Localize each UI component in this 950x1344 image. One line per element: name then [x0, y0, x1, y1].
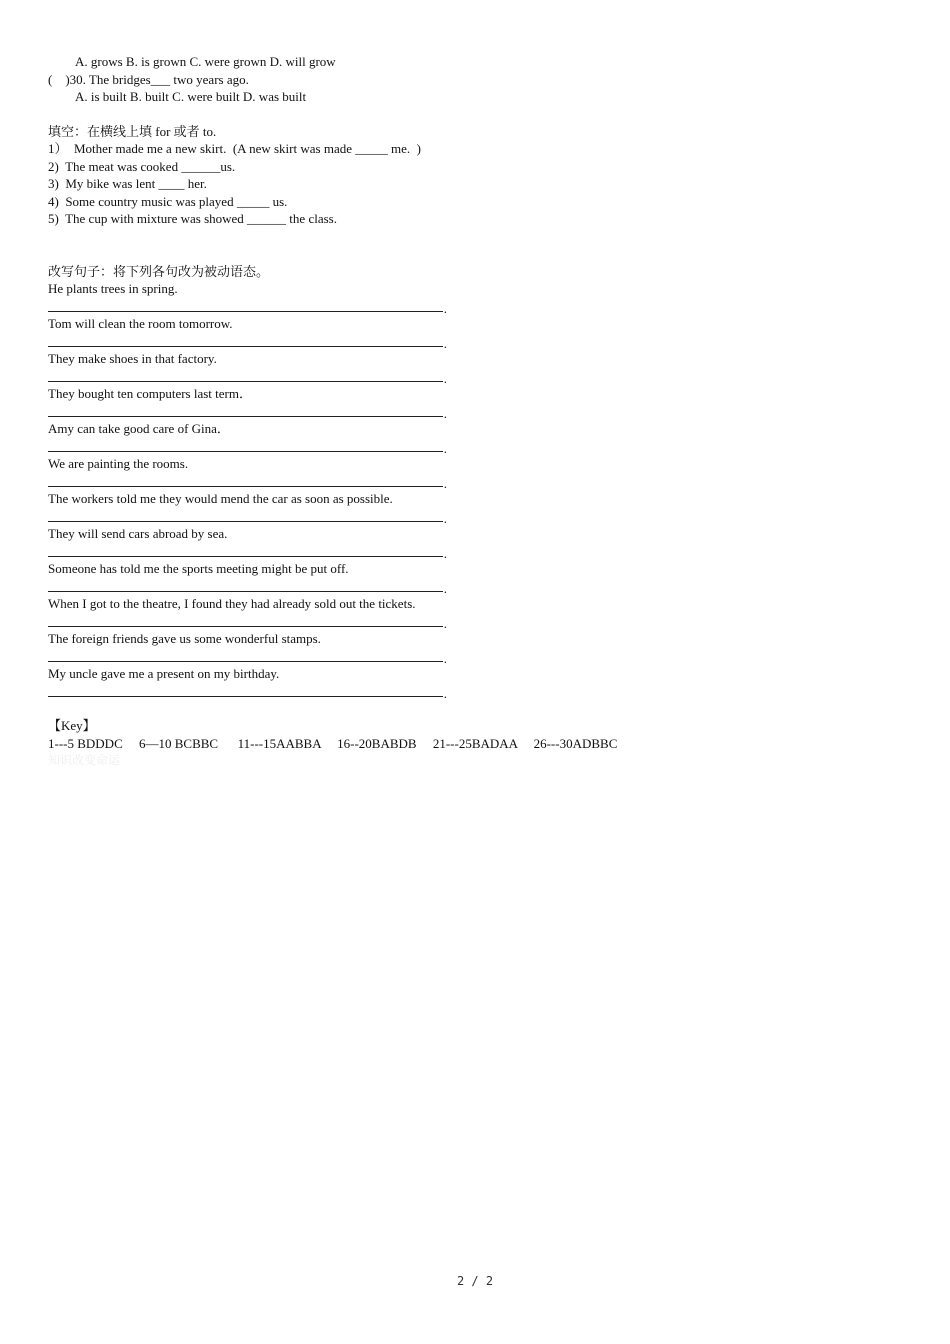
rewrite-item	[48, 665, 908, 700]
rewrite-item	[48, 630, 908, 665]
q30-stem: ( )30. The bridges___ two years ago.	[48, 71, 249, 87]
answer-line[interactable]: .	[48, 473, 443, 491]
rewrite-prompt: They will send cars abroad by sea.	[48, 526, 228, 541]
rewrite-prompt: We are painting the rooms.	[48, 456, 189, 471]
page-number: 2 / 2	[456, 1274, 494, 1288]
rewrite-item	[48, 315, 908, 350]
fill-item-1: 1） Mother made me a new skirt. (A new skirt was made _____ me. )	[48, 141, 421, 156]
key-answers: 1---5 BDDDC 6—10 BCBBC 11---15AABBA 16--20BABDB 21---25BADAA 26---30ADBBC	[48, 735, 618, 751]
rewrite-item	[48, 350, 908, 385]
answer-line[interactable]: .	[48, 298, 443, 316]
rewrite-prompt: My uncle gave me a present on my birthday.	[48, 666, 280, 681]
answer-line[interactable]: .	[48, 438, 443, 456]
rewrite-prompt: Amy can take good care of Gina．	[48, 421, 230, 436]
fill-section-title: 填空：在横线上填 for 或者 to.	[48, 123, 217, 139]
answer-line[interactable]: .	[48, 648, 443, 666]
rewrite-item	[48, 525, 908, 560]
rewrite-prompt: When I got to the theatre, I found they had already sold out the tickets.	[48, 596, 416, 611]
q29-options: A. grows B. is grown C. were grown D. will grow	[75, 54, 336, 69]
answer-line[interactable]: .	[48, 368, 443, 386]
q30-options: A. is built B. built C. were built D. was built	[75, 89, 307, 104]
rewrite-prompt: The foreign friends gave us some wonderful stamps.	[48, 631, 321, 646]
answer-line[interactable]: .	[48, 578, 443, 596]
watermark-note: 知识改变命运	[48, 753, 121, 767]
answer-line[interactable]: .	[48, 333, 443, 351]
rewrite-item	[48, 385, 908, 420]
rewrite-item	[48, 280, 908, 315]
answer-line[interactable]: .	[48, 683, 443, 701]
fill-item-3: 3) My bike was lent ____ her.	[48, 176, 207, 191]
rewrite-item	[48, 420, 908, 455]
rewrite-prompt: Someone has told me the sports meeting might be put off.	[48, 561, 349, 576]
rewrite-item	[48, 490, 908, 525]
answer-line[interactable]: .	[48, 403, 443, 421]
rewrite-section-title: 改写句子：将下列各句改为被动语态。	[48, 263, 270, 279]
rewrite-prompt: They make shoes in that factory.	[48, 351, 217, 366]
rewrite-prompt: They bought ten computers last term．	[48, 386, 252, 401]
rewrite-prompt: Tom will clean the room tomorrow.	[48, 316, 233, 331]
rewrite-item	[48, 560, 908, 595]
answer-line[interactable]: .	[48, 508, 443, 526]
rewrite-item	[48, 595, 908, 630]
fill-item-4: 4) Some country music was played _____ us.	[48, 193, 288, 209]
key-title: 【Key】	[48, 718, 96, 733]
fill-item-2: 2) The meat was cooked ______us.	[48, 158, 236, 174]
rewrite-prompt: He plants trees in spring.	[48, 281, 178, 296]
fill-item-5: 5) The cup with mixture was showed ______ the class.	[48, 211, 337, 226]
rewrite-prompt: The workers told me they would mend the car as soon as possible.	[48, 491, 393, 506]
answer-line[interactable]: .	[48, 543, 443, 561]
worksheet-page	[48, 53, 908, 769]
rewrite-item	[48, 455, 908, 490]
answer-line[interactable]: .	[48, 613, 443, 631]
